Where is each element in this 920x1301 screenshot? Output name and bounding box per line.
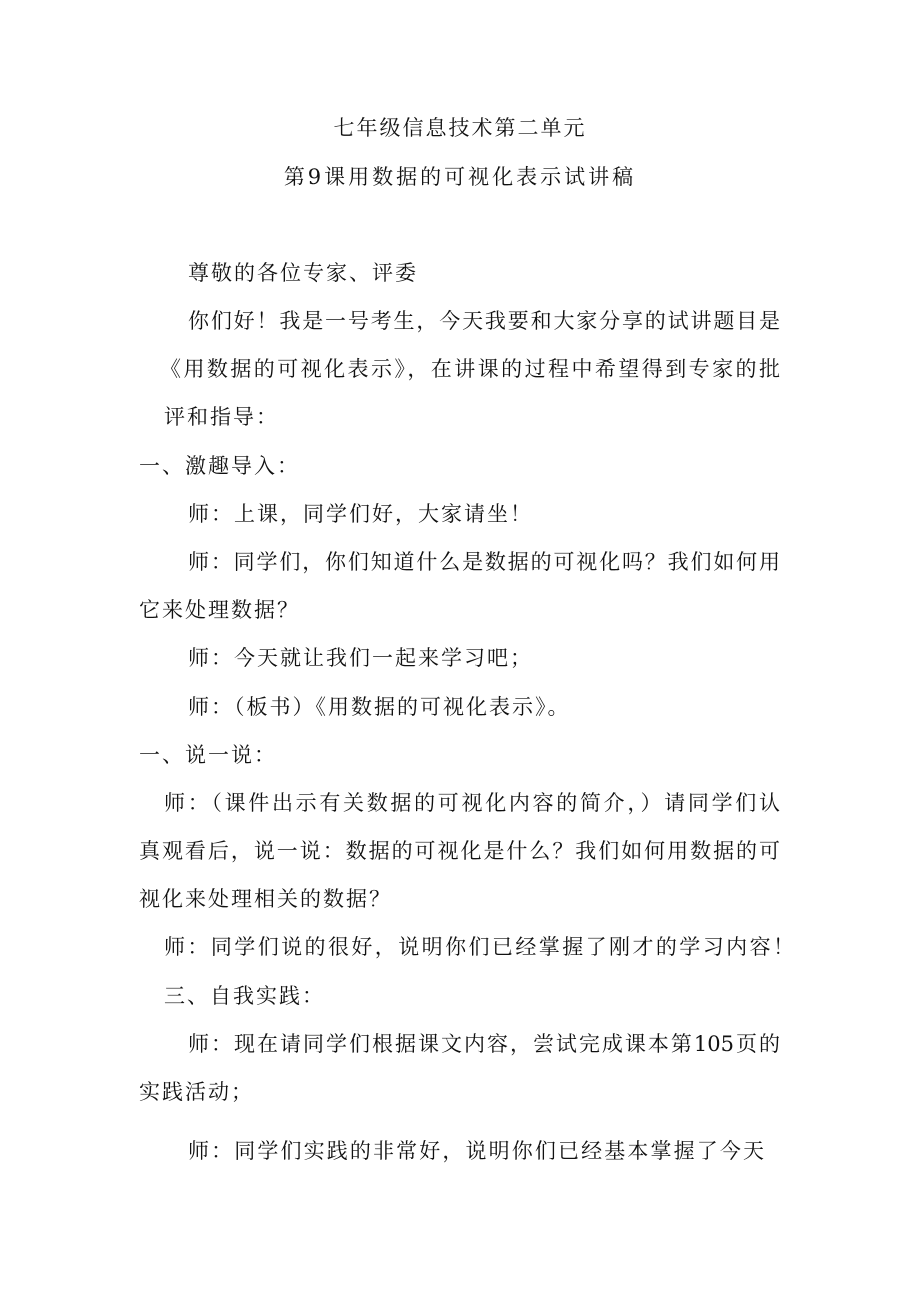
paragraph-line: 师：现在请同学们根据课文内容，尝试完成课本第105页的 xyxy=(188,1032,780,1056)
document-title-line-2: 第9课用数据的可视化表示试讲稿 xyxy=(283,165,637,189)
paragraph-line: 视化来处理相关的数据？ xyxy=(139,887,392,911)
paragraph-line: 师：同学们说的很好，说明你们已经掌握了刚才的学习内容！ xyxy=(164,935,794,959)
paragraph-line: 师：上课，同学们好，大家请坐！ xyxy=(188,502,533,526)
paragraph-line: 它来处理数据？ xyxy=(139,598,300,622)
section-heading: 一、激趣导入： xyxy=(139,454,300,478)
paragraph-line: 师：（板书）《用数据的可视化表示》。 xyxy=(188,695,571,719)
paragraph-line: 尊敬的各位专家、评委 xyxy=(188,261,418,285)
document-title-line-1: 七年级信息技术第二单元 xyxy=(333,116,587,140)
paragraph-line: 《用数据的可视化表示》，在讲课的过程中希望得到专家的批 xyxy=(160,357,780,381)
paragraph-line: 真观看后，说一说：数据的可视化是什么？我们如何用数据的可 xyxy=(139,839,780,863)
paragraph-line: 师：同学们实践的非常好，说明你们已经基本掌握了今天 xyxy=(188,1139,764,1163)
paragraph-line: 实践活动； xyxy=(139,1080,254,1104)
paragraph-line: 评和指导： xyxy=(164,405,279,429)
section-heading: 三、自我实践： xyxy=(164,984,325,1008)
section-heading: 一、说一说： xyxy=(139,743,277,767)
paragraph-line: 师：今天就让我们一起来学习吧； xyxy=(188,646,533,670)
paragraph-line: 师：同学们，你们知道什么是数据的可视化吗？我们如何用 xyxy=(188,550,780,574)
paragraph-line: 你们好！我是一号考生，今天我要和大家分享的试讲题目是 xyxy=(188,309,780,333)
paragraph-line: 师：（课件出示有关数据的可视化内容的简介，）请同学们认 xyxy=(164,791,780,815)
